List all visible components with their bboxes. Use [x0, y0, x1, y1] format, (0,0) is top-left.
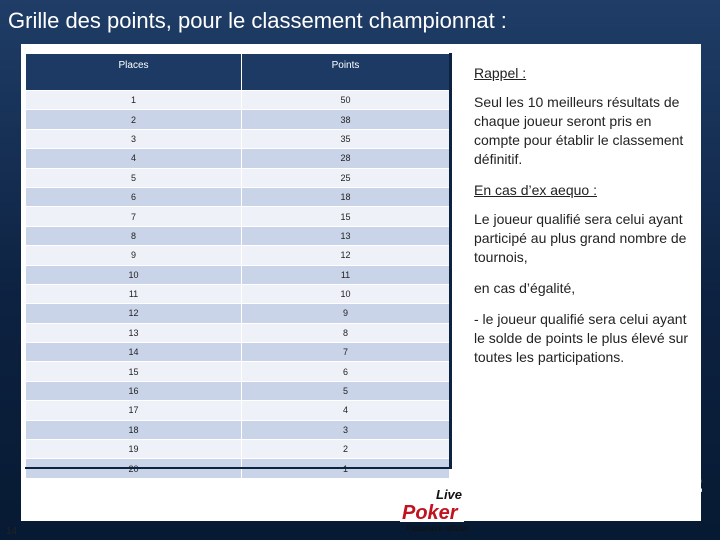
- points-cell: 25: [242, 168, 450, 187]
- partouche-brand: [556, 440, 706, 530]
- table-row: [26, 226, 450, 245]
- final-rule-text: - le joueur qualifié sera celui ayant le solde de points le plus élevé sur toutes les participations.: [474, 311, 689, 365]
- slide-title: Grille des points, pour le classement championnat :: [8, 8, 507, 33]
- table-row: [26, 265, 450, 284]
- rappel-text: Seul les 10 meilleurs résultats de chaque joueur seront pris en compte pour établir le classement définitif.: [474, 94, 684, 167]
- partner-caption: Partenaire officiel: [406, 524, 468, 533]
- table-row: [26, 420, 450, 439]
- table-header-row: [26, 54, 450, 91]
- table-row: [26, 129, 450, 148]
- points-table: [25, 53, 450, 479]
- place-cell: 20: [26, 459, 242, 478]
- points-cell: 7: [242, 343, 450, 362]
- table-row: [26, 110, 450, 129]
- place-cell: 4: [26, 149, 242, 168]
- table-row: [26, 362, 450, 381]
- points-cell: 28: [242, 149, 450, 168]
- place-cell: 9: [26, 246, 242, 265]
- brand-poker: POKER: [592, 498, 673, 509]
- brand-subtitle: GIBRALTAR Ltd: [564, 513, 687, 524]
- table-row: [26, 149, 450, 168]
- points-cell: 13: [242, 226, 450, 245]
- points-cell: 6: [242, 362, 450, 381]
- partner-block: [396, 486, 476, 536]
- table-body: [26, 91, 450, 479]
- table-row: [26, 304, 450, 323]
- place-cell: 7: [26, 207, 242, 226]
- page-number: 14: [6, 526, 18, 537]
- brand-suits: ♣♥♠♦: [622, 460, 656, 475]
- place-cell: 3: [26, 129, 242, 148]
- points-cell: 5: [242, 381, 450, 400]
- place-cell: 16: [26, 381, 242, 400]
- place-cell: 18: [26, 420, 242, 439]
- table-row: [26, 91, 450, 110]
- points-cell: 35: [242, 129, 450, 148]
- place-cell: 2: [26, 110, 242, 129]
- points-cell: 12: [242, 246, 450, 265]
- points-cell: 15: [242, 207, 450, 226]
- place-cell: 13: [26, 323, 242, 342]
- table-row: [26, 207, 450, 226]
- place-cell: 19: [26, 440, 242, 459]
- column-header-places: Places: [26, 54, 242, 91]
- place-cell: 1: [26, 91, 242, 110]
- table-row: [26, 401, 450, 420]
- table-row: [26, 459, 450, 478]
- place-cell: 15: [26, 362, 242, 381]
- table-row: [26, 187, 450, 206]
- rappel-heading: Rappel :: [474, 65, 527, 81]
- points-cell: 38: [242, 110, 450, 129]
- place-cell: 17: [26, 401, 242, 420]
- egalite-text: en cas d’égalité,: [474, 280, 576, 296]
- points-cell: 11: [242, 265, 450, 284]
- table-row: [26, 440, 450, 459]
- live-poker-logo: [400, 486, 464, 522]
- points-cell: 18: [242, 187, 450, 206]
- ex-aequo-heading: En cas d’ex aequo :: [474, 182, 597, 198]
- logo-poker-text: Poker: [402, 502, 458, 522]
- place-cell: 10: [26, 265, 242, 284]
- ex-aequo-text: Le joueur qualifié sera celui ayant participé au plus grand nombre de tournois,: [474, 211, 687, 265]
- table-row: [26, 246, 450, 265]
- brand-name: PARTOUCHE: [576, 476, 704, 497]
- points-cell: 4: [242, 401, 450, 420]
- place-cell: 12: [26, 304, 242, 323]
- points-cell: 10: [242, 284, 450, 303]
- points-cell: 50: [242, 91, 450, 110]
- points-cell: 3: [242, 420, 450, 439]
- points-cell: 8: [242, 323, 450, 342]
- points-cell: 9: [242, 304, 450, 323]
- notes-panel: [474, 64, 694, 367]
- table-row: [26, 343, 450, 362]
- column-header-points: Points: [242, 54, 450, 91]
- table-row: [26, 168, 450, 187]
- table-row: [26, 323, 450, 342]
- place-cell: 8: [26, 226, 242, 245]
- logo-live-text: Live: [436, 487, 463, 502]
- place-cell: 14: [26, 343, 242, 362]
- place-cell: 11: [26, 284, 242, 303]
- points-cell: 2: [242, 440, 450, 459]
- points-cell: 1: [242, 459, 450, 478]
- table-row: [26, 381, 450, 400]
- place-cell: 6: [26, 187, 242, 206]
- place-cell: 5: [26, 168, 242, 187]
- table-row: [26, 284, 450, 303]
